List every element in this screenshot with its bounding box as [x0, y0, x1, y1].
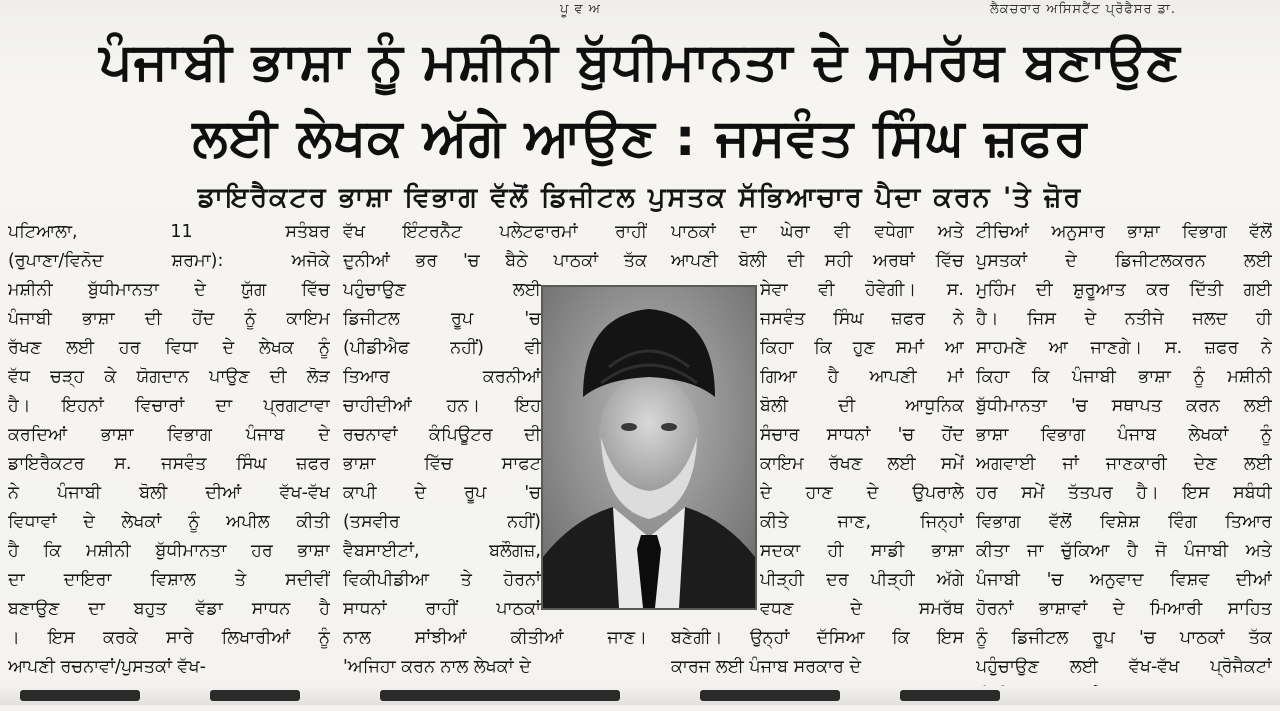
text-line: ਵਧਣ ਦੇ ਸਮਰੱਥ: [760, 599, 964, 619]
text-line: ਨੂੰ ਡਿਜੀਟਲ ਰੂਪ 'ਚ ਪਾਠਕਾਂ ਤੱਕ: [976, 628, 1272, 648]
text-line: ਚਾਹੀਦੀਆਂ ਹਨ। ਇਹ: [343, 396, 541, 416]
masthead-strip: [0, 0, 1280, 24]
ink-fragment: [380, 690, 620, 701]
headline-line-2: ਲਈ ਲੇਖਕ ਅੱਗੇ ਆਉਣ : ਜਸਵੰਤ ਸਿੰਘ ਜ਼ਫਰ: [192, 108, 1088, 168]
text-line: ਤਿਆਰ ਕਰਨੀਆਂ: [343, 367, 541, 387]
portrait-photo: [541, 285, 757, 610]
text-line: ਹਰ ਸਮੇਂ ਤੱਤਪਰ ਹੈ। ਇਸ ਸਬੰਧੀ: [976, 483, 1272, 503]
ink-fragment: [700, 690, 840, 701]
text-line: ਸੰਚਾਰ ਸਾਧਨਾਂ 'ਚ ਹੋਂਦ: [760, 425, 964, 445]
text-line: ਮੁਹਿੰਮ ਦੀ ਸ਼ੁਰੂਆਤ ਕਰ ਦਿੱਤੀ ਗਈ: [976, 280, 1272, 300]
text-line: ਹੈ। ਜਿਸ ਦੇ ਨਤੀਜੇ ਜਲਦ ਹੀ: [976, 309, 1272, 329]
text-line: ਬਣੇਗੀ। ਉਨ੍ਹਾਂ ਦੱਸਿਆ ਕਿ ਇਸ: [671, 628, 964, 648]
text-line: ਪਟਿਆਲਾ, 11 ਸਤੰਬਰ: [8, 222, 330, 242]
text-line: ਅਗਵਾਈ ਜਾਂ ਜਾਣਕਾਰੀ ਦੇਣ ਲਈ: [976, 454, 1272, 474]
ink-fragment: [20, 690, 140, 701]
text-line: ਡਿਜੀਟਲ ਰੂਪ 'ਚ: [343, 309, 541, 329]
text-line: ਕਾਰਜ ਲਈ ਪੰਜਾਬ ਸਰਕਾਰ ਦੇ: [671, 657, 862, 677]
text-line: ਕਰਦਿਆਂ ਭਾਸ਼ਾ ਵਿਭਾਗ ਪੰਜਾਬ ਦੇ: [8, 425, 330, 445]
text-line: (ਪੀਡੀਐਫ ਨਹੀਂ) ਵੀ: [343, 338, 541, 358]
text-line: ਕਿਹਾ ਕਿ ਪੰਜਾਬੀ ਭਾਸ਼ਾ ਨੂੰ ਮਸ਼ੀਨੀ: [976, 367, 1272, 387]
text-line: ਭਾਸ਼ਾ ਵਿਭਾਗ ਪੰਜਾਬ ਲੇਖਕਾਂ ਨੂੰ: [976, 425, 1272, 445]
text-line: ਸਦਕਾ ਹੀ ਸਾਡੀ ਭਾਸ਼ਾ: [760, 541, 964, 561]
text-line: ਸੇਵਾ ਵੀ ਹੋਵੇਗੀ। ਸ.: [760, 280, 964, 300]
text-line: ਦੁਨੀਆਂ ਭਰ 'ਚ ਬੈਠੇ ਪਾਠਕਾਂ ਤੱਕ: [343, 251, 647, 271]
text-line: ਵਿਭਾਗ ਵੱਲੋਂ ਵਿਸ਼ੇਸ਼ ਵਿੰਗ ਤਿਆਰ: [976, 512, 1272, 532]
text-line: ਬੁੱਧੀਮਾਨਤਾ 'ਚ ਸਥਾਪਤ ਕਰਨ ਲਈ: [976, 396, 1272, 416]
text-line: ਦਾ ਦਾਇਰਾ ਵਿਸ਼ਾਲ ਤੇ ਸਦੀਵੀਂ: [8, 570, 330, 590]
text-line: ਵੱਧ ਚੜ੍ਹ ਕੇ ਯੋਗਦਾਨ ਪਾਉਣ ਦੀ ਲੋੜ: [8, 367, 330, 387]
text-line: (ਰੁਪਾਣਾ/ਵਿਨੋਦ ਸ਼ਰਮਾ): ਅਜੋਕੇ: [8, 251, 330, 271]
text-line: ਕੀਤੇ ਜਾਣ, ਜਿਨ੍ਹਾਂ: [760, 512, 964, 532]
text-line: ਪਾਠਕਾਂ ਦਾ ਘੇਰਾ ਵੀ ਵਧੇਗਾ ਅਤੇ: [671, 222, 964, 242]
text-line: ਡਾਇਰੈਕਟਰ ਸ. ਜਸਵੰਤ ਸਿੰਘ ਜ਼ਫਰ: [8, 454, 330, 474]
text-line: ਭਾਸ਼ਾ ਵਿੱਚ ਸਾਫਟ: [343, 454, 541, 474]
text-line: ਕਿਹਾ ਕਿ ਹੁਣ ਸਮਾਂ ਆ: [760, 338, 964, 358]
article-column-2-top: [343, 218, 647, 276]
text-line: ਪਹੁੰਚਾਉਣ ਲਈ ਵੱਖ-ਵੱਖ ਪ੍ਰੋਜੈਕਟਾਂ: [976, 657, 1272, 677]
text-line: ਰੱਖਣ ਲਈ ਹਰ ਵਿਧਾ ਦੇ ਲੇਖਕ ਨੂੰ: [8, 338, 330, 358]
text-line: ਦੇ ਹਾਣ ਦੇ ਉਪਰਾਲੇ: [760, 483, 964, 503]
text-line: ਕਾਇਮ ਰੱਖਣ ਲਈ ਸਮੇਂ: [760, 454, 964, 474]
text-line: ਮਸ਼ੀਨੀ ਬੁੱਧੀਮਾਨਤਾ ਦੇ ਯੁੱਗ ਵਿੱਚ: [8, 280, 330, 300]
text-line: ਜਸਵੰਤ ਸਿੰਘ ਜ਼ਫਰ ਨੇ: [760, 309, 964, 329]
text-line: ਪੀੜ੍ਹੀ ਦਰ ਪੀੜ੍ਹੀ ਅੱਗੇ: [760, 570, 964, 590]
article-column-4: [976, 218, 1272, 711]
article-column-3-top: [671, 218, 964, 276]
headline-line-1: ਪੰਜਾਬੀ ਭਾਸ਼ਾ ਨੂੰ ਮਸ਼ੀਨੀ ਬੁੱਧੀਮਾਨਤਾ ਦੇ ਸਮਰੱਥ ਬਣਾਉਣ: [99, 32, 1181, 92]
text-line: ਪੰਜਾਬੀ 'ਚ ਅਨੁਵਾਦ ਵਿਸ਼ਵ ਦੀਆਂ: [976, 570, 1272, 590]
article-column-2-bottom: [343, 624, 647, 682]
text-line: ਵੱਖ ਇੰਟਰਨੈੱਟ ਪਲੇਟਫਾਰਮਾਂ ਰਾਹੀਂ: [343, 222, 647, 242]
text-line: ਕਾਪੀ ਦੇ ਰੂਪ 'ਚ: [343, 483, 541, 503]
text-line: ਬਣਾਉਣ ਦਾ ਬਹੁਤ ਵੱਡਾ ਸਾਧਨ ਹੈ: [8, 599, 330, 619]
article-column-1: [8, 218, 330, 682]
subheadline: ਡਾਇਰੈਕਟਰ ਭਾਸ਼ਾ ਵਿਭਾਗ ਵੱਲੋਂ ਡਿਜੀਟਲ ਪੁਸਤਕ ਸੱਭਿਆਚਾਰ ਪੈਦਾ ਕਰਨ 'ਤੇ ਜ਼ੋਰ: [197, 182, 1083, 213]
article-column-3-bottom: [671, 624, 964, 682]
text-line: ਬੋਲੀ ਦੀ ਆਧੁਨਿਕ: [760, 396, 964, 416]
article-column-2-side: [343, 276, 541, 624]
masthead-right-text: ਲੈਕਚਰਾਰ ਅਸਿਸਟੈਂਟ ਪ੍ਰੋਫੈਸਰ ਡਾ.: [990, 2, 1176, 17]
ink-fragment: [210, 690, 300, 701]
text-line: ਆਪਣੀ ਰਚਨਾਵਾਂ/ਪੁਸਤਕਾਂ ਵੱਖ-: [8, 657, 206, 677]
text-line: ਨੇ ਪੰਜਾਬੀ ਬੋਲੀ ਦੀਆਂ ਵੱਖ-ਵੱਖ: [8, 483, 330, 503]
text-line: ਰਚਨਾਵਾਂ ਕੰਪਿਊਟਰ ਦੀ: [343, 425, 541, 445]
text-line: ਹੈ ਕਿ ਮਸ਼ੀਨੀ ਬੁੱਧੀਮਾਨਤਾ ਹਰ ਭਾਸ਼ਾ: [8, 541, 330, 561]
text-line: ਆਪਣੀ ਬੋਲੀ ਦੀ ਸਹੀ ਅਰਥਾਂ ਵਿੱਚ: [671, 251, 964, 271]
text-line: 'ਅਜਿਹਾ ਕਰਨ ਨਾਲ ਲੇਖਕਾਂ ਦੇ: [343, 657, 531, 677]
text-line: ਸਾਧਨਾਂ ਰਾਹੀਂ ਪਾਠਕਾਂ: [343, 599, 541, 619]
text-line: ਟੀਚਿਆਂ ਅਨੁਸਾਰ ਭਾਸ਼ਾ ਵਿਭਾਗ ਵੱਲੋਂ: [976, 222, 1272, 242]
text-line: ਵੈਬਸਾਈਟਾਂ, ਬਲੌਗਜ਼,: [343, 541, 541, 561]
text-line: ਹੈ। ਇਹਨਾਂ ਵਿਚਾਰਾਂ ਦਾ ਪ੍ਰਗਟਾਵਾ: [8, 396, 330, 416]
text-line: ਗਿਆ ਹੈ ਆਪਣੀ ਮਾਂ: [760, 367, 964, 387]
text-line: ਸਾਹਮਣੇ ਆ ਜਾਣਗੇ। ਸ. ਜ਼ਫਰ ਨੇ: [976, 338, 1272, 358]
text-line: (ਤਸਵੀਰ ਨਹੀਂ): [343, 512, 541, 532]
text-line: ਪੰਜਾਬੀ ਭਾਸ਼ਾ ਦੀ ਹੋਂਦ ਨੂੰ ਕਾਇਮ: [8, 309, 330, 329]
text-line: ਪਹੁੰਚਾਉਣ ਲਈ: [343, 280, 541, 300]
ink-fragment: [900, 690, 1000, 701]
text-line: ਕੀਤਾ ਜਾ ਚੁੱਕਿਆ ਹੈ ਜੋ ਪੰਜਾਬੀ ਅਤੇ: [976, 541, 1272, 561]
text-line: ਵਿਕੀਪੀਡੀਆ ਤੇ ਹੋਰਨਾਂ: [343, 570, 541, 590]
article-column-3-side: [760, 276, 964, 624]
text-line: ਵਿਧਾਵਾਂ ਦੇ ਲੇਖਕਾਂ ਨੂੰ ਅਪੀਲ ਕੀਤੀ: [8, 512, 330, 532]
text-line: ਨਾਲ ਸਾਂਝੀਆਂ ਕੀਤੀਆਂ ਜਾਣ।: [343, 628, 647, 648]
cut-off-next-article: [0, 686, 1280, 705]
portrait-image: [543, 287, 755, 608]
text-line: ਹੋਰਨਾਂ ਭਾਸ਼ਾਵਾਂ ਦੇ ਮਿਆਰੀ ਸਾਹਿਤ: [976, 599, 1272, 619]
text-line: ਪੁਸਤਕਾਂ ਦੇ ਡਿਜੀਟਲਕਰਨ ਲਈ: [976, 251, 1272, 271]
masthead-left-text: ਪੂ ਵ ਅ: [560, 2, 601, 17]
text-line: । ਇਸ ਕਰਕੇ ਸਾਰੇ ਲਿਖਾਰੀਆਂ ਨੂੰ: [8, 628, 330, 648]
